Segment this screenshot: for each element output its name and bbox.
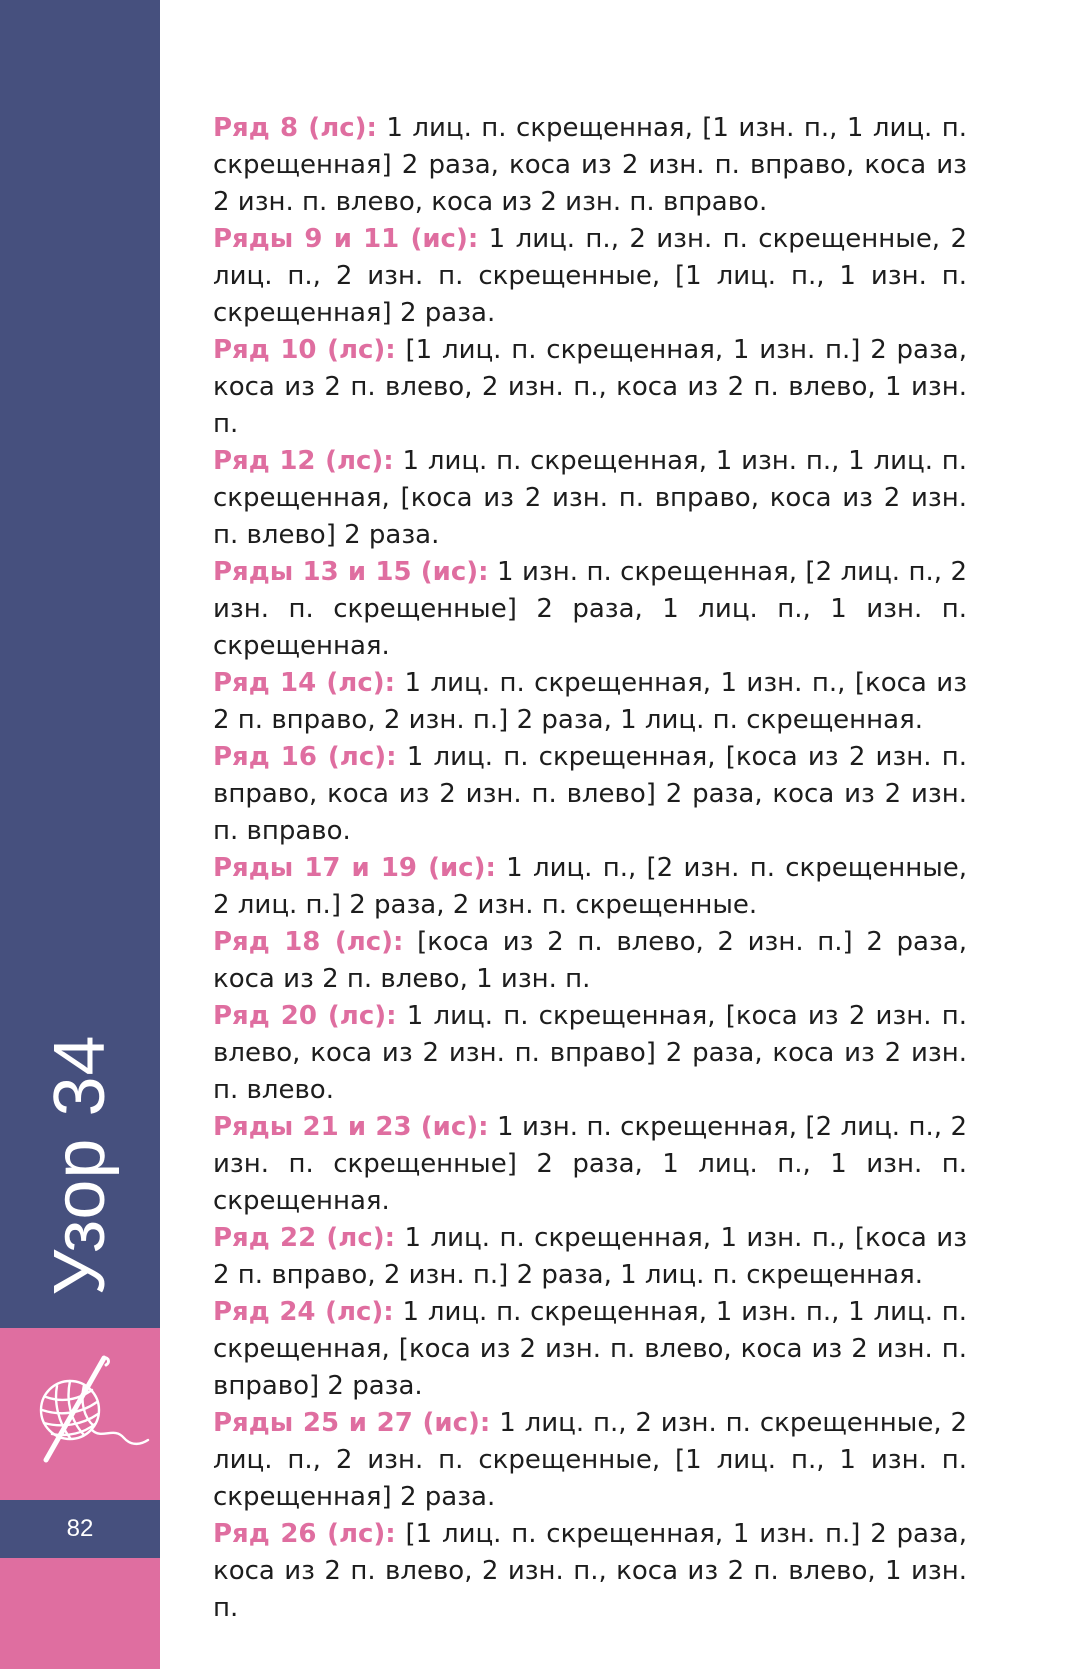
- instruction-row: [213, 221, 967, 332]
- instruction-row: [213, 443, 967, 554]
- row-label: Ряды 21 и 23 (ис):: [213, 1112, 489, 1142]
- row-text: 1 лиц. п., [2 изн. п. скрещенные, 2 лиц. п.] 2 раза, 2 изн. п. скрещенные.: [213, 853, 968, 920]
- page-number: 82: [66, 1515, 94, 1542]
- row-label: Ряды 13 и 15 (ис):: [213, 557, 489, 587]
- instruction-row: [213, 554, 967, 665]
- row-label: Ряд 24 (лс):: [213, 1297, 394, 1327]
- instruction-row: [213, 1109, 967, 1220]
- row-label: Ряд 12 (лс):: [213, 446, 394, 476]
- instruction-row: [213, 1220, 967, 1294]
- instruction-row: [213, 1405, 967, 1516]
- row-label: Ряд 22 (лс):: [213, 1223, 396, 1253]
- row-label: Ряды 17 и 19 (ис):: [213, 853, 496, 883]
- row-text: 1 лиц. п. скрещенная, [коса из 2 изн. п. вправо, коса из 2 изн. п. влево] 2 раза, коса из 2 изн. п. вправо.: [213, 742, 968, 846]
- instruction-row: [213, 924, 967, 998]
- row-label: Ряд 10 (лс):: [213, 335, 396, 365]
- instruction-row: [213, 332, 967, 443]
- row-text: [1 лиц. п. скрещенная, 1 изн. п.] 2 раза, коса из 2 п. влево, 2 изн. п., коса из 2 п. влево, 1 изн. п.: [213, 1519, 967, 1623]
- sidebar-footer: [0, 1558, 160, 1669]
- row-label: Ряды 9 и 11 (ис):: [213, 224, 479, 254]
- row-text: 1 лиц. п., 2 изн. п. скрещенные, 2 лиц. п., 2 изн. п. скрещенные, [1 лиц. п., 1 изн. п. скрещенная] 2 раза.: [213, 224, 968, 328]
- row-text: 1 лиц. п. скрещенная, [1 изн. п., 1 лиц. п. скрещенная] 2 раза, коса из 2 изн. п. вправо, коса из 2 изн. п. влево, коса из 2 изн. п. вправо.: [213, 113, 968, 217]
- row-label: Ряд 26 (лс):: [213, 1519, 396, 1549]
- row-text: [1 лиц. п. скрещенная, 1 изн. п.] 2 раза, коса из 2 п. влево, 2 изн. п., коса из 2 п. влево, 1 изн. п.: [213, 335, 967, 439]
- instruction-row: [213, 850, 967, 924]
- row-text: 1 лиц. п. скрещенная, 1 изн. п., 1 лиц. п. скрещенная, [коса из 2 изн. п. влево, коса из 2 изн. п. вправо] 2 раза.: [213, 1297, 968, 1401]
- yarn-ball-crochet-hook-icon: [32, 1352, 152, 1474]
- row-label: Ряд 18 (лс):: [213, 927, 404, 957]
- row-label: Ряды 25 и 27 (ис):: [213, 1408, 491, 1438]
- row-label: Ряд 20 (лс):: [213, 1001, 397, 1031]
- row-text: 1 изн. п. скрещенная, [2 лиц. п., 2 изн. п. скрещенные] 2 раза, 1 лиц. п., 1 изн. п. скрещенная.: [213, 1112, 968, 1216]
- instruction-row: [213, 1516, 967, 1627]
- instruction-row: [213, 739, 967, 850]
- instruction-row: [213, 998, 967, 1109]
- pattern-instructions: [213, 110, 967, 1627]
- row-text: 1 лиц. п., 2 изн. п. скрещенные, 2 лиц. п., 2 изн. п. скрещенные, [1 лиц. п., 1 изн. п. скрещенная] 2 раза.: [213, 1408, 968, 1512]
- row-text: 1 лиц. п. скрещенная, 1 изн. п., [коса из 2 п. вправо, 2 изн. п.] 2 раза, 1 лиц. п. скрещенная.: [213, 668, 968, 735]
- row-text: [коса из 2 п. влево, 2 изн. п.] 2 раза, коса из 2 п. влево, 1 изн. п.: [213, 927, 968, 994]
- row-text: 1 лиц. п. скрещенная, 1 изн. п., [коса из 2 п. вправо, 2 изн. п.] 2 раза, 1 лиц. п. скрещенная.: [213, 1223, 968, 1290]
- row-text: 1 изн. п. скрещенная, [2 лиц. п., 2 изн. п. скрещенные] 2 раза, 1 лиц. п., 1 изн. п. скрещенная.: [213, 557, 968, 661]
- row-text: 1 лиц. п. скрещенная, 1 изн. п., 1 лиц. п. скрещенная, [коса из 2 изн. п. вправо, коса из 2 изн. п. влево] 2 раза.: [213, 446, 968, 550]
- pattern-title: Узор 34: [40, 1034, 120, 1296]
- sidebar-title-area: [0, 1000, 160, 1330]
- instruction-row: [213, 110, 967, 221]
- instruction-row: [213, 1294, 967, 1405]
- row-label: Ряд 14 (лс):: [213, 668, 396, 698]
- row-label: Ряд 8 (лс):: [213, 113, 377, 143]
- row-text: 1 лиц. п. скрещенная, [коса из 2 изн. п. влево, коса из 2 изн. п. вправо] 2 раза, коса из 2 изн. п. влево.: [213, 1001, 968, 1105]
- row-label: Ряд 16 (лс):: [213, 742, 397, 772]
- instruction-row: [213, 665, 967, 739]
